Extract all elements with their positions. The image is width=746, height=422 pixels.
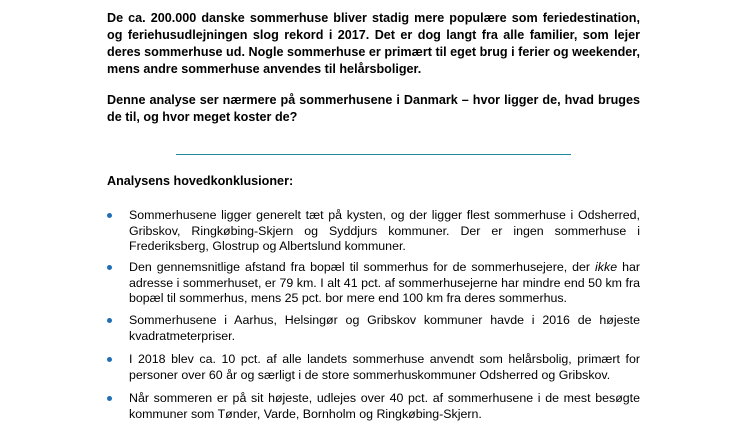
intro-paragraph-1: De ca. 200.000 danske sommerhuse bliver stadig mere populære som feriedestination, og feriehusudlejningen slog rekord i 2017. Det er dog langt fra alle familier, som lejer deres sommerhuse ud. Nogle sommerhuse er primært til eget brug i ferier og weekender, mens andre sommerhuse anvendes til helårsboliger. [107, 11, 640, 76]
list-item-text: I 2018 blev ca. 10 pct. af alle landets sommerhuse anvendt som helårsbolig, primært for personer over 60 år og særligt i de store sommerhuskommuner Odsherred og Gribskov. [129, 352, 640, 382]
list-item-text [129, 260, 640, 307]
bullet-dot-icon [107, 396, 112, 401]
list-item-text: Sommerhusene ligger generelt tæt på kysten, og der ligger flest sommerhuse i Odsherred, Gribskov, Ringkøbing-Skjern og Syddjurs kommuner. Der er ingen sommerhuse i Frederiksberg, Glostrup og Albertslund kommuner. [129, 208, 640, 254]
bullet-dot-icon [107, 357, 112, 362]
bullet-dot-icon [107, 265, 112, 270]
section-divider [176, 154, 571, 155]
list-item-emphasis: ikke [595, 260, 618, 274]
list-item-text-before: Den gennemsnitlige afstand fra bopæl til sommerhus for de sommerhusejere, der [129, 260, 596, 274]
list-item-text-after: har adresse i sommerhuset, er 79 km. I alt 41 pct. af sommerhusejerne har mindre end 50 km fra bopæl til sommerhus, mens 25 pct. bor mere end 100 km fra deres sommerhus. [129, 260, 640, 306]
conclusions-heading: Analysens hovedkonklusioner: [107, 174, 294, 188]
list-item-text: Når sommeren er på sit højeste, udlejes over 40 pct. af sommerhusene i de mest besøgte kommuner som Tønder, Varde, Bornholm og Ringkøbing-Skjern. [129, 391, 640, 421]
intro-paragraph-2: Denne analyse ser nærmere på sommerhusene i Danmark – hvor ligger de, hvad bruges de til, og hvor meget koster de? [107, 93, 640, 124]
list-item-text: Sommerhusene i Aarhus, Helsingør og Gribskov kommuner havde i 2016 de højeste kvadratmeterpriser. [129, 313, 640, 343]
bullet-dot-icon [107, 213, 112, 218]
bullet-dot-icon [107, 318, 112, 323]
